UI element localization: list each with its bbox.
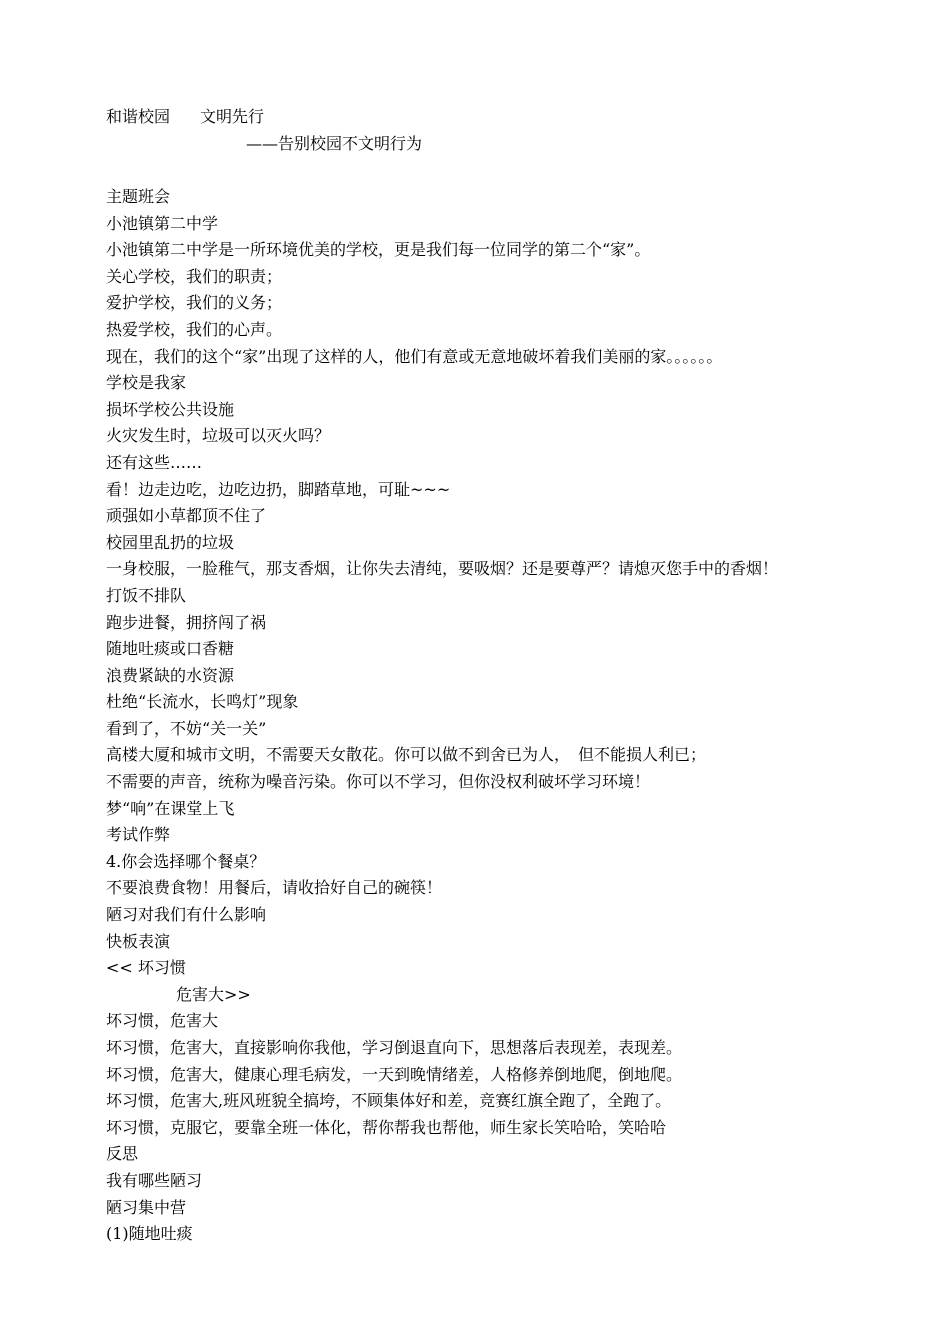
text-line: 陋习对我们有什么影响 <box>106 905 267 925</box>
text-line: 坏习惯，危害大,班风班貌全搞垮，不顾集体好和差，竞赛红旗全跑了，全跑了。 <box>106 1091 672 1111</box>
text-line: 我有哪些陋习 <box>106 1170 203 1190</box>
text-line: 一身校服，一脸稚气，那支香烟，让你失去清纯，要吸烟？还是要尊严？请熄灭您手中的香烟！ <box>106 559 779 579</box>
text-line: 小池镇第二中学 <box>106 213 219 233</box>
text-line: 热爱学校，我们的心声。 <box>106 319 283 339</box>
text-line: 打饭不排队 <box>106 585 187 605</box>
text-line: 损坏学校公共设施 <box>106 399 235 419</box>
text-line: 主题班会 <box>106 187 171 206</box>
text-line: 考试作弊 <box>106 825 171 845</box>
document-title <box>106 104 264 130</box>
text-line: 坏习惯，危害大，直接影响你我他，学习倒退直向下，思想落后表现差，表现差。 <box>106 1038 683 1057</box>
text-line: 校园里乱扔的垃圾 <box>106 532 235 552</box>
text-line: 跑步进餐，拥挤闯了祸 <box>106 612 267 632</box>
text-line: 学校是我家 <box>106 373 187 393</box>
text-line: (1)随地吐痰 <box>106 1224 193 1244</box>
document-subtitle: ——告别校园不文明行为 <box>246 134 423 153</box>
text-line: 不需要的声音，统称为噪音污染。你可以不学习，但你没权利破坏学习环境！ <box>106 772 651 792</box>
text-line: 现在，我们的这个“家”出现了这样的人，他们有意或无意地破坏着我们美丽的家。。。。。。 <box>106 346 723 366</box>
text-line: 陋习集中营 <box>106 1197 187 1217</box>
text-line: 随地吐痰或口香糖 <box>106 639 235 659</box>
text-line: 快板表演 <box>106 931 171 951</box>
text-line: 坏习惯，克服它，要靠全班一体化，帮你帮我也帮他，师生家长笑哈哈，笑哈哈 <box>106 1117 667 1137</box>
text-line: 看到了，不妨“关一关” <box>106 718 267 738</box>
title-part-2: 文明先行 <box>200 107 265 126</box>
text-line: 危害大>> <box>176 984 251 1004</box>
text-line: 反思 <box>106 1144 139 1164</box>
text-line: 还有这些…… <box>106 452 203 472</box>
text-line: 顽强如小草都顶不住了 <box>106 506 267 526</box>
text-line: 梦“响”在课堂上飞 <box>106 798 235 818</box>
text-line: 关心学校，我们的职责； <box>106 266 283 286</box>
text-line: 火灾发生时，垃圾可以灭火吗？ <box>106 426 331 446</box>
text-line: 爱护学校，我们的义务； <box>106 293 283 313</box>
text-line: 坏习惯，危害大，健康心理毛病发，一天到晚情绪差，人格修养倒地爬，倒地爬。 <box>106 1064 683 1084</box>
text-line: << 坏习惯 <box>106 958 186 978</box>
text-line: 小池镇第二中学是一所环境优美的学校，更是我们每一位同学的第二个“家”。 <box>106 240 651 260</box>
text-line: 看！边走边吃，边吃边扔，脚踏草地，可耻~~~ <box>106 479 451 499</box>
text-line: 杜绝“长流水，长鸣灯”现象 <box>106 692 299 712</box>
text-line: 高楼大厦和城市文明，不需要天女散花。你可以做不到舍已为人， 但不能损人利已； <box>106 745 707 765</box>
title-part-1: 和谐校园 <box>106 107 171 126</box>
document-body <box>106 184 926 1248</box>
text-line: 坏习惯，危害大 <box>106 1011 219 1031</box>
text-line: 浪费紧缺的水资源 <box>106 665 235 685</box>
text-line: 不要浪费食物！用餐后，请收拾好自己的碗筷！ <box>106 878 443 898</box>
text-line: 4.你会选择哪个餐桌？ <box>106 851 266 871</box>
